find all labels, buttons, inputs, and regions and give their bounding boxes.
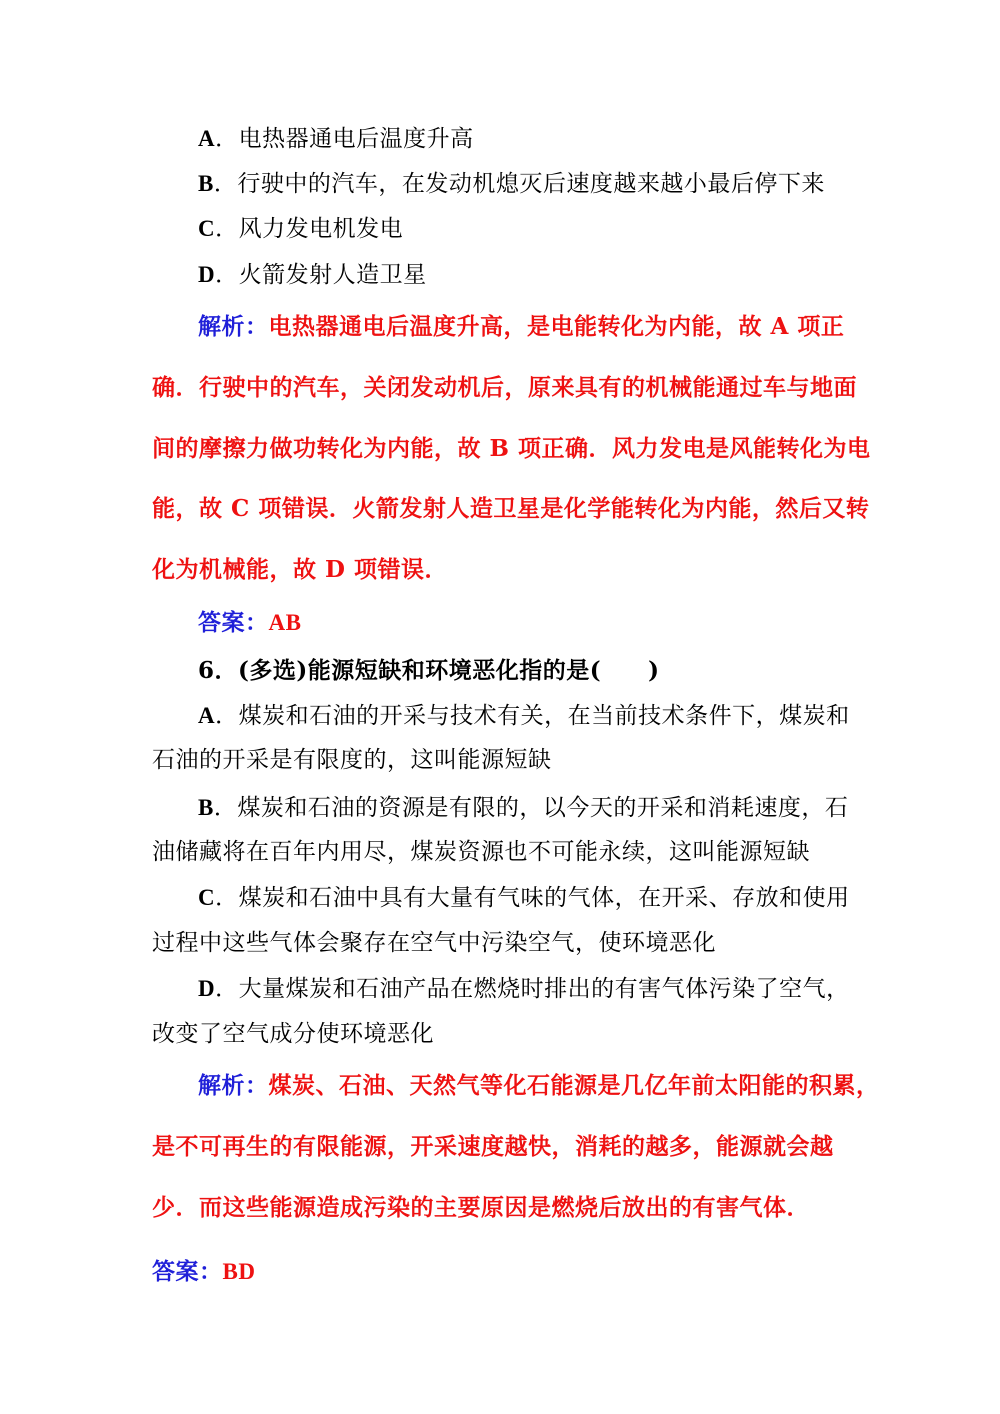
answer-label: 答案： xyxy=(198,609,269,636)
q5-option-d: D．火箭发射人造卫星 xyxy=(198,262,427,288)
option-key: D xyxy=(198,262,216,287)
q5-analysis-line-1: 解析：电热器通电后温度升高，是电能转化为内能，故 A 项正 xyxy=(198,313,845,340)
q6-option-b-line-2: 油储藏将在百年内用尽，煤炭资源也不可能永续，这叫能源短缺 xyxy=(152,839,810,865)
q5-analysis-line-3: 间的摩擦力做功转化为内能，故 B 项正确．风力发电是风能转化为电 xyxy=(152,435,871,462)
option-key: D xyxy=(198,976,216,1001)
q5-option-a: A．电热器通电后温度升高 xyxy=(198,126,474,152)
q5-option-c: C．风力发电机发电 xyxy=(198,216,404,242)
q5-analysis-line-5: 化为机械能，故 D 项错误． xyxy=(152,556,448,583)
option-key: C xyxy=(198,216,216,241)
option-text: 风力发电机发电 xyxy=(238,216,404,242)
q6-stem xyxy=(198,656,660,686)
q5-analysis-line-2: 确．行驶中的汽车，关闭发动机后，原来具有的机械能通过车与地面 xyxy=(152,374,857,401)
q6-option-d-line-2: 改变了空气成分使环境恶化 xyxy=(152,1021,434,1047)
q5-analysis-line-4: 能，故 C 项错误．火箭发射人造卫星是化学能转化为内能，然后又转 xyxy=(152,495,870,522)
q6-option-c-line-1: C．煤炭和石油中具有大量有气味的气体，在开采、存放和使用 xyxy=(198,885,850,911)
question-number: 6． xyxy=(198,657,239,684)
answer-label: 答案： xyxy=(152,1258,223,1285)
analysis-label: 解析： xyxy=(198,1072,269,1099)
q6-option-c-line-2: 过程中这些气体会聚存在空气中污染空气，使环境恶化 xyxy=(152,930,716,956)
answer-value: BD xyxy=(222,1259,256,1284)
answer-value: AB xyxy=(268,610,302,635)
q5-option-b: B．行驶中的汽车，在发动机熄灭后速度越来越小最后停下来 xyxy=(198,171,825,197)
q6-option-a-line-2: 石油的开采是有限度的，这叫能源短缺 xyxy=(152,747,552,773)
q6-analysis-line-2: 是不可再生的有限能源，开采速度越快，消耗的越多，能源就会越 xyxy=(152,1133,834,1160)
question-stem: (多选)能源短缺和环境恶化指的是( ) xyxy=(238,657,660,684)
q5-answer xyxy=(198,608,301,638)
option-key: C xyxy=(198,885,216,910)
option-text: 电热器通电后温度升高 xyxy=(238,126,474,152)
option-key: A xyxy=(198,126,216,151)
q6-analysis-line-3: 少．而这些能源造成污染的主要原因是燃烧后放出的有害气体． xyxy=(152,1194,810,1221)
option-key: A xyxy=(198,703,216,728)
analysis-label: 解析： xyxy=(198,313,269,340)
q6-option-d-line-1: D．大量煤炭和石油产品在燃烧时排出的有害气体污染了空气， xyxy=(198,976,850,1002)
option-key: B xyxy=(198,795,214,820)
option-text: 行驶中的汽车，在发动机熄灭后速度越来越小最后停下来 xyxy=(237,171,825,197)
q6-option-b-line-1: B．煤炭和石油的资源是有限的，以今天的开采和消耗速度，石 xyxy=(198,795,849,821)
q6-option-a-line-1: A．煤炭和石油的开采与技术有关，在当前技术条件下，煤炭和 xyxy=(198,703,850,729)
option-text: 火箭发射人造卫星 xyxy=(238,262,427,288)
q6-analysis-line-1: 解析：煤炭、石油、天然气等化石能源是几亿年前太阳能的积累， xyxy=(198,1072,880,1099)
q6-answer xyxy=(152,1257,255,1287)
option-key: B xyxy=(198,171,214,196)
